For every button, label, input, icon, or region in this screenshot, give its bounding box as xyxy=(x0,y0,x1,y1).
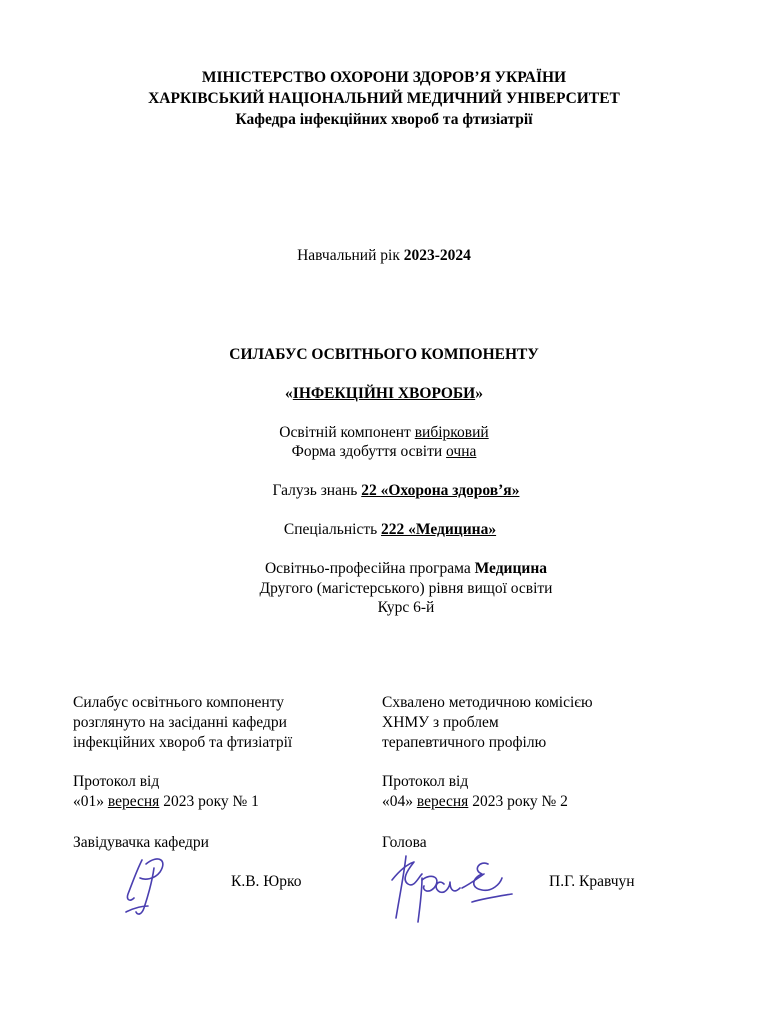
open-quote: « xyxy=(285,385,293,402)
specialty-label: Спеціальність xyxy=(283,521,382,538)
field-label: Галузь знань xyxy=(272,482,362,499)
academic-year-label: Навчальний рік xyxy=(297,247,404,264)
left-role: Завідувачка кафедри xyxy=(73,834,209,851)
right-protocol-label: Протокол від xyxy=(382,773,469,790)
right-name: П.Г. Кравчун xyxy=(549,873,635,890)
component-type-value: вибірковий xyxy=(414,424,489,441)
program-label: Освітньо-професійна програма xyxy=(264,560,475,577)
specialty-value: 222 «Медицина» xyxy=(381,521,497,538)
specialty xyxy=(6,520,768,539)
education-form-value: очна xyxy=(446,443,477,460)
university-heading: ХАРКІВСЬКИЙ НАЦІОНАЛЬНИЙ МЕДИЧНИЙ УНІВЕРСИТЕТ xyxy=(148,90,620,107)
left-protocol-month: вересня xyxy=(107,793,160,810)
right-protocol-day: «04» xyxy=(382,793,417,810)
component-type-label: Освітній компонент xyxy=(279,424,415,441)
field-value: 22 «Охорона здоров’я» xyxy=(361,482,520,499)
program-value: Медицина xyxy=(474,560,548,577)
left-line-2: розглянуто на засіданні кафедри xyxy=(73,714,287,731)
right-protocol-year-number: 2023 року № 2 xyxy=(468,793,568,810)
signature-yurko xyxy=(118,850,178,918)
academic-year-value: 2023-2024 xyxy=(403,247,471,264)
left-line-3: інфекційних хвороб та фтизіатрії xyxy=(73,734,293,751)
right-line-2: ХНМУ з проблем xyxy=(382,714,499,731)
component-type xyxy=(0,423,768,442)
left-protocol-year-number: 2023 року № 1 xyxy=(159,793,259,810)
syllabus-title: СИЛАБУС ОСВІТНЬОГО КОМПОНЕНТУ xyxy=(229,346,539,363)
ministry-heading: МІНІСТЕРСТВО ОХОРОНИ ЗДОРОВ’Я УКРАЇНИ xyxy=(201,69,567,86)
program-level: Другого (магістерського) рівня вищої освіти xyxy=(259,580,553,597)
program xyxy=(22,559,768,578)
close-quote: » xyxy=(475,385,483,402)
left-protocol xyxy=(73,772,259,812)
left-approval-block xyxy=(73,693,292,753)
signature-kravchun xyxy=(388,848,520,926)
left-protocol-label: Протокол від xyxy=(73,773,160,790)
education-form-label: Форма здобуття освіти xyxy=(291,443,447,460)
right-protocol-month: вересня xyxy=(416,793,469,810)
course-name-text: ІНФЕКЦІЙНІ ХВОРОБИ xyxy=(292,385,476,402)
left-protocol-day: «01» xyxy=(73,793,108,810)
right-line-1: Схвалено методичною комісією xyxy=(382,694,593,711)
right-approval-block xyxy=(382,693,593,753)
right-line-3: терапевтичного профілю xyxy=(382,734,547,751)
course-name xyxy=(0,384,768,403)
program-course: Курс 6-й xyxy=(377,599,435,616)
department-heading: Кафедра інфекційних хвороб та фтизіатрії xyxy=(235,111,533,128)
academic-year xyxy=(0,246,768,265)
right-protocol-date xyxy=(382,792,568,812)
left-line-1: Силабус освітнього компоненту xyxy=(73,694,285,711)
right-role: Голова xyxy=(382,834,427,851)
education-form xyxy=(0,442,768,461)
left-name: К.В. Юрко xyxy=(231,873,302,890)
field-of-knowledge xyxy=(12,481,768,500)
right-protocol xyxy=(382,772,568,812)
left-protocol-date xyxy=(73,792,259,812)
